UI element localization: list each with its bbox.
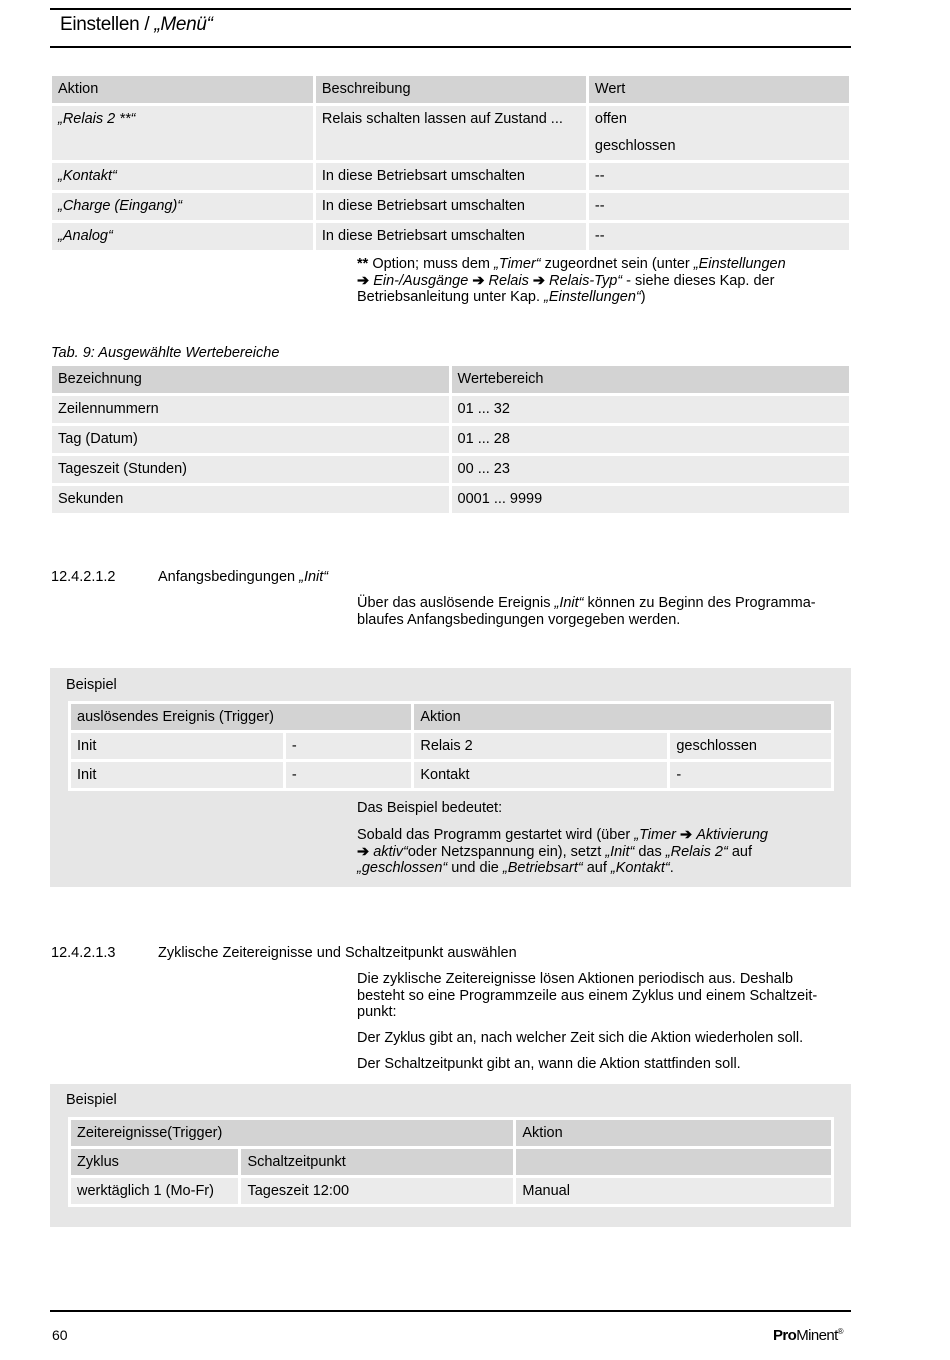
column-header: Wert <box>589 76 849 103</box>
page-header-title: Einstellen / „Menü“ <box>60 14 213 35</box>
column-header: Aktion <box>414 704 831 730</box>
wert-cell: -- <box>589 193 849 220</box>
column-header: Schaltzeitpunkt <box>241 1149 513 1175</box>
wertebereich-cell: 0001 ... 9999 <box>452 486 849 513</box>
aktion-cell: „Charge (Eingang)“ <box>52 193 313 220</box>
trigger-value-cell: - <box>286 733 412 759</box>
table-row <box>71 1178 831 1204</box>
table-subheader-row <box>71 1149 831 1175</box>
wertebereich-cell: 00 ... 23 <box>452 456 849 483</box>
aktion-cell: „Kontakt“ <box>52 163 313 190</box>
column-header: Wertebereich <box>452 366 849 393</box>
table-row <box>52 486 849 513</box>
table-row <box>71 733 831 759</box>
section-number: 12.4.2.1.2 <box>51 569 116 585</box>
header-bottom-rule <box>50 46 851 48</box>
aktion-cell: „Analog“ <box>52 223 313 250</box>
wert-value: offen <box>594 111 627 127</box>
section-paragraph: Der Zyklus gibt an, nach welcher Zeit sich die Aktion wiederholen soll. <box>357 1030 804 1046</box>
wertebereich-cell: 01 ... 32 <box>452 396 849 423</box>
action-value-cell: geschlossen <box>670 733 831 759</box>
bezeichnung-cell: Sekunden <box>52 486 449 513</box>
section-number: 12.4.2.1.3 <box>51 945 116 961</box>
example-table <box>68 701 834 791</box>
section-title: Zyklische Zeitereignisse und Schaltzeitpunkt auswählen <box>158 945 517 961</box>
bezeichnung-cell: Zeilennummern <box>52 396 449 423</box>
trigger-cell: Init <box>71 733 283 759</box>
table-row <box>52 106 849 160</box>
trigger-cell: Init <box>71 762 283 788</box>
arrow-icon: ➔ <box>472 272 485 289</box>
column-header: Zeitereignisse(Trigger) <box>71 1120 513 1146</box>
bezeichnung-cell: Tag (Datum) <box>52 426 449 453</box>
arrow-icon: ➔ <box>680 827 693 843</box>
beschreibung-cell: Relais schalten lassen auf Zustand ... <box>316 106 586 160</box>
table-row <box>52 396 849 423</box>
column-header: Aktion <box>52 76 313 103</box>
arrow-icon: ➔ <box>532 272 546 289</box>
column-header: Zyklus <box>71 1149 238 1175</box>
action-table <box>49 73 852 253</box>
action-value-cell: - <box>670 762 831 788</box>
beschreibung-cell: In diese Betriebsart umschalten <box>316 223 586 250</box>
schaltzeitpunkt-cell: Tageszeit 12:00 <box>241 1178 513 1204</box>
table-header-row <box>71 704 831 730</box>
column-header: Bezeichnung <box>52 366 449 393</box>
example-box <box>50 668 851 887</box>
section-paragraph: Über das auslösende Ereignis „Init“ können zu Beginn des Programma- blaufes Anfangsbedingungen vorgegeben werden. <box>357 595 816 628</box>
arrow-icon: ➔ <box>357 843 370 860</box>
table-row <box>52 223 849 250</box>
wert-cell: -- <box>589 163 849 190</box>
section-title: Anfangsbedingungen „Init“ <box>158 569 329 585</box>
example-meaning-text: Sobald das Programm gestartet wird (über „Timer ➔ Aktivierung ➔ aktiv“oder Netzspannung ein), setzt „Init“ das „Relais 2“ auf „geschlossen“ und die „Betriebsart“ auf „Kontakt“. <box>357 827 768 876</box>
action-cell: Relais 2 <box>414 733 667 759</box>
trigger-value-cell: - <box>286 762 412 788</box>
wert-cell: -- <box>589 223 849 250</box>
example-box <box>50 1084 851 1227</box>
example-table <box>68 1117 834 1207</box>
beschreibung-cell: In diese Betriebsart umschalten <box>316 193 586 220</box>
example-label: Beispiel <box>66 677 117 693</box>
aktion-cell: „Relais 2 **“ <box>52 106 313 160</box>
wertebereich-cell: 01 ... 28 <box>452 426 849 453</box>
wert-cell <box>589 106 849 160</box>
column-header: Beschreibung <box>316 76 586 103</box>
page-number: 60 <box>52 1327 68 1343</box>
example-label: Beispiel <box>66 1092 117 1108</box>
action-cell: Kontakt <box>414 762 667 788</box>
table-row <box>52 163 849 190</box>
column-header: Aktion <box>516 1120 831 1146</box>
value-range-table <box>49 363 852 516</box>
table-header-row <box>52 76 849 103</box>
table-caption: Tab. 9: Ausgewählte Wertebereiche <box>51 345 280 361</box>
zyklus-cell: werktäglich 1 (Mo-Fr) <box>71 1178 238 1204</box>
section-paragraph: Der Schaltzeitpunkt gibt an, wann die Aktion stattfinden soll. <box>357 1056 741 1072</box>
column-header: auslösendes Ereignis (Trigger) <box>71 704 411 730</box>
table-row <box>52 426 849 453</box>
header-top-rule <box>50 8 851 10</box>
table-row <box>52 456 849 483</box>
bezeichnung-cell: Tageszeit (Stunden) <box>52 456 449 483</box>
column-header <box>516 1149 831 1175</box>
table-row <box>52 193 849 220</box>
table-header-row <box>52 366 849 393</box>
footnote: ** Option; muss dem „Timer“ zugeordnet sein (unter „Einstellungen ➔ Ein-/Ausgänge ➔ Relais ➔ Relais-Typ“ - siehe dieses Kap. der Betriebsanleitung unter Kap. „Einstellungen“) <box>357 256 786 305</box>
beschreibung-cell: In diese Betriebsart umschalten <box>316 163 586 190</box>
table-header-row <box>71 1120 831 1146</box>
footer-rule <box>50 1310 851 1312</box>
example-meaning-label: Das Beispiel bedeutet: <box>357 800 503 816</box>
wert-value: geschlossen <box>594 138 676 154</box>
prominent-logo: ProMinent® <box>773 1327 843 1344</box>
action-cell: Manual <box>516 1178 831 1204</box>
section-paragraph: Die zyklische Zeitereignisse lösen Aktionen periodisch aus. Deshalb besteht so eine Programmzeile aus einem Zyklus und einem Schaltzeit- punkt: <box>357 971 818 1020</box>
arrow-icon: ➔ <box>357 272 370 289</box>
table-row <box>71 762 831 788</box>
